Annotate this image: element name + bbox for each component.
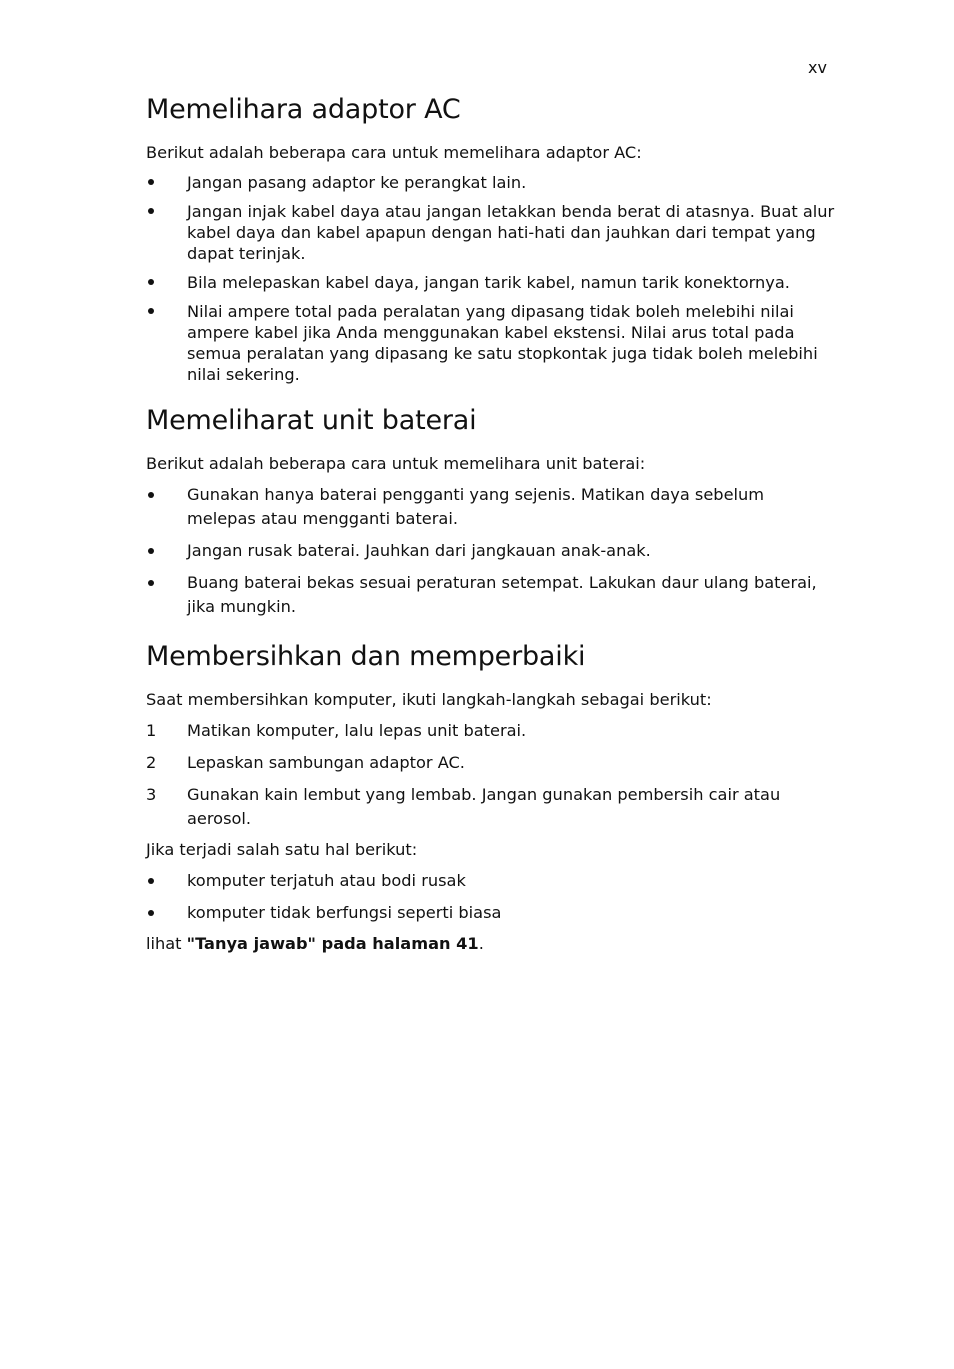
bullet-list [146, 869, 836, 925]
document-body [146, 92, 836, 972]
bullet-list [146, 172, 836, 385]
section-title: Memeliharat unit baterai [146, 405, 477, 436]
condition-intro: Jika terjadi salah satu hal berikut: [146, 840, 418, 859]
bullet-icon [148, 279, 154, 285]
bullet-icon [148, 910, 154, 916]
section-ac-adapter [146, 92, 836, 385]
list-item: komputer terjatuh atau bodi rusak [146, 869, 836, 893]
bullet-icon [148, 179, 154, 185]
section-battery [146, 403, 836, 619]
see-reference: lihat "Tanya jawab" pada halaman 41. [146, 934, 484, 953]
list-item: komputer tidak berfungsi seperti biasa [146, 901, 836, 925]
cross-reference-link[interactable]: "Tanya jawab" pada halaman 41 [186, 934, 479, 953]
list-item: Jangan injak kabel daya atau jangan letakkan benda berat di atasnya. Buat alur kabel daya dan kabel apapun dengan hati-hati dan jauhkan dari tempat yang dapat terinjak. [146, 201, 836, 264]
step-item: 3 Gunakan kain lembut yang lembab. Jangan gunakan pembersih cair atau aerosol. [146, 785, 781, 828]
section-intro: Saat membersihkan komputer, ikuti langkah-langkah sebagai berikut: [146, 690, 712, 709]
section-title: Memelihara adaptor AC [146, 94, 461, 125]
step-item: 2 Lepaskan sambungan adaptor AC. [146, 751, 836, 775]
section-intro: Berikut adalah beberapa cara untuk memelihara adaptor AC: [146, 143, 642, 162]
bullet-icon [148, 548, 154, 554]
bullet-icon [148, 492, 154, 498]
bullet-icon [148, 208, 154, 214]
numbered-list [146, 719, 836, 831]
section-intro: Berikut adalah beberapa cara untuk memelihara unit baterai: [146, 454, 646, 473]
step-item: 1 Matikan komputer, lalu lepas unit baterai. [146, 719, 836, 743]
list-item: Bila melepaskan kabel daya, jangan tarik kabel, namun tarik konektornya. [146, 272, 836, 293]
bullet-icon [148, 308, 154, 314]
bullet-icon [148, 878, 154, 884]
bullet-list [146, 483, 836, 619]
step-number: 3 [146, 785, 157, 804]
page-number: xv [808, 58, 827, 77]
step-number: 1 [146, 721, 157, 740]
list-item: Jangan rusak baterai. Jauhkan dari jangkauan anak-anak. [146, 539, 836, 563]
section-cleaning [146, 639, 836, 954]
bullet-icon [148, 580, 154, 586]
section-title: Membersihkan dan memperbaiki [146, 641, 586, 672]
list-item: Gunakan hanya baterai pengganti yang sejenis. Matikan daya sebelum melepas atau mengganti baterai. [146, 483, 836, 531]
list-item: Jangan pasang adaptor ke perangkat lain. [146, 172, 836, 193]
list-item: Buang baterai bekas sesuai peraturan setempat. Lakukan daur ulang baterai, jika mungkin. [146, 571, 836, 619]
step-number: 2 [146, 753, 157, 772]
list-item: Nilai ampere total pada peralatan yang dipasang tidak boleh melebihi nilai ampere kabel jika Anda menggunakan kabel ekstensi. Nilai arus total pada semua peralatan yang dipasang ke satu stopkontak juga tidak boleh melebihi nilai sekering. [146, 301, 836, 385]
